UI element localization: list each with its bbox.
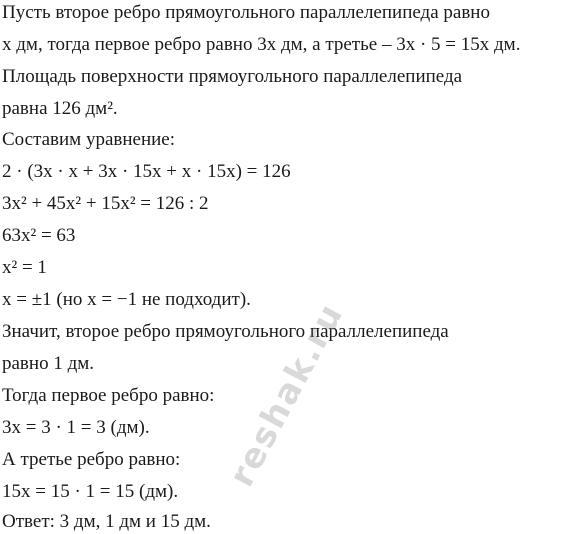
text-line-12: равно 1 дм. — [2, 353, 95, 374]
text-line-3: Площадь поверхности прямоугольного параллелепипеда — [2, 66, 463, 87]
text-line-4: равна 126 дм². — [2, 98, 118, 119]
equation-1: 2 · (3x · x + 3x · 15x + x · 15x) = 126 — [2, 161, 291, 182]
equation-5: x = ±1 (но x = −1 не подходит). — [2, 289, 251, 310]
watermark-text: reshak.ru — [221, 296, 352, 494]
text-line-1: Пусть второе ребро прямоугольного параллелепипеда равно — [2, 2, 490, 23]
text-line-11: Значит, второе ребро прямоугольного параллелепипеда — [2, 321, 449, 342]
equation-6: 3x = 3 · 1 = 3 (дм). — [2, 417, 150, 438]
equation-7: 15x = 15 · 1 = 15 (дм). — [2, 481, 179, 502]
text-line-15: А третье ребро равно: — [2, 449, 181, 470]
equation-3: 63x² = 63 — [2, 225, 76, 246]
text-line-13: Тогда первое ребро равно: — [2, 385, 215, 406]
text-line-2: x дм, тогда первое ребро равно 3x дм, а третье – 3x · 5 = 15x дм. — [2, 34, 521, 55]
equation-2: 3x² + 45x² + 15x² = 126 : 2 — [2, 193, 209, 214]
answer-line: Ответ: 3 дм, 1 дм и 15 дм. — [2, 511, 211, 532]
watermark — [187, 296, 365, 494]
text-line-5: Составим уравнение: — [2, 129, 176, 150]
equation-4: x² = 1 — [2, 257, 47, 278]
